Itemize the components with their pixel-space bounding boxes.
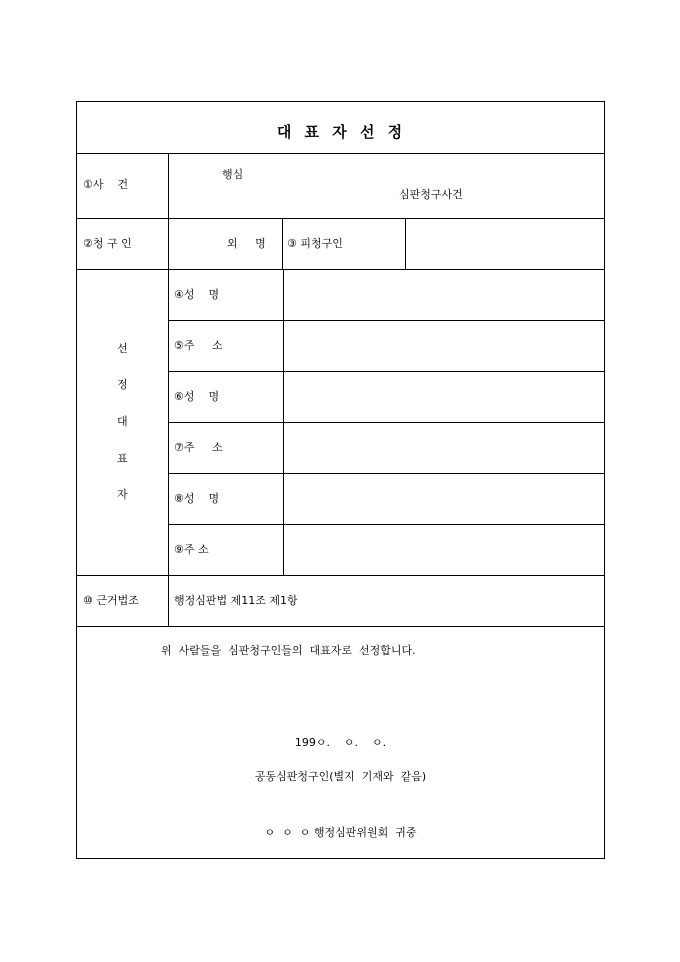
row-divider <box>168 422 604 423</box>
declaration-signer: 공동심판청구인(별지 기재와 같음) <box>254 770 427 783</box>
declaration-date: 199ㅇ. ㅇ. ㅇ. <box>294 736 387 749</box>
column-divider <box>405 218 406 269</box>
case-prefix: 행심 <box>222 168 244 181</box>
row-divider <box>168 524 604 525</box>
respondent-label: ③ 피청구인 <box>287 237 343 250</box>
declaration-addressee: ㅇ ㅇ ㅇ 행정심판위원회 귀중 <box>264 826 417 839</box>
form-title: 대 표 자 선 정 <box>276 123 405 141</box>
row-divider <box>168 473 604 474</box>
representative-address-label: ⑨주 소 <box>174 543 209 556</box>
representative-name-label: ④성 명 <box>174 288 220 301</box>
claimant-label: ②청 구 인 <box>83 237 132 250</box>
declaration-statement: 위 사람들을 심판청구인들의 대표자로 선정합니다. <box>161 644 416 657</box>
representative-name-label: ⑥성 명 <box>174 390 220 403</box>
row-divider <box>77 153 604 154</box>
legal-basis-label: ⑩ 근거법조 <box>83 594 139 607</box>
row-divider <box>77 218 604 219</box>
side-label-char: 자 <box>117 488 128 501</box>
column-divider <box>283 269 284 575</box>
side-label-char: 대 <box>117 415 128 428</box>
column-divider <box>168 153 169 626</box>
case-suffix: 심판청구사건 <box>399 188 463 201</box>
row-divider <box>168 320 604 321</box>
column-divider <box>282 218 283 269</box>
claimant-value: 외 명 <box>227 237 266 250</box>
representative-name-label: ⑧성 명 <box>174 492 220 505</box>
row-divider <box>77 269 604 270</box>
row-divider <box>168 371 604 372</box>
row-divider <box>77 626 604 627</box>
legal-basis-value: 행정심판법 제11조 제1항 <box>174 594 298 607</box>
representative-selection-form <box>76 101 605 859</box>
side-label-char: 선 <box>117 342 128 355</box>
side-label-char: 정 <box>117 378 128 391</box>
case-label: ①사 건 <box>83 178 129 191</box>
representative-address-label: ⑤주 소 <box>174 339 223 352</box>
representative-address-label: ⑦주 소 <box>174 441 223 454</box>
row-divider <box>77 575 604 576</box>
side-label-char: 표 <box>117 452 128 465</box>
